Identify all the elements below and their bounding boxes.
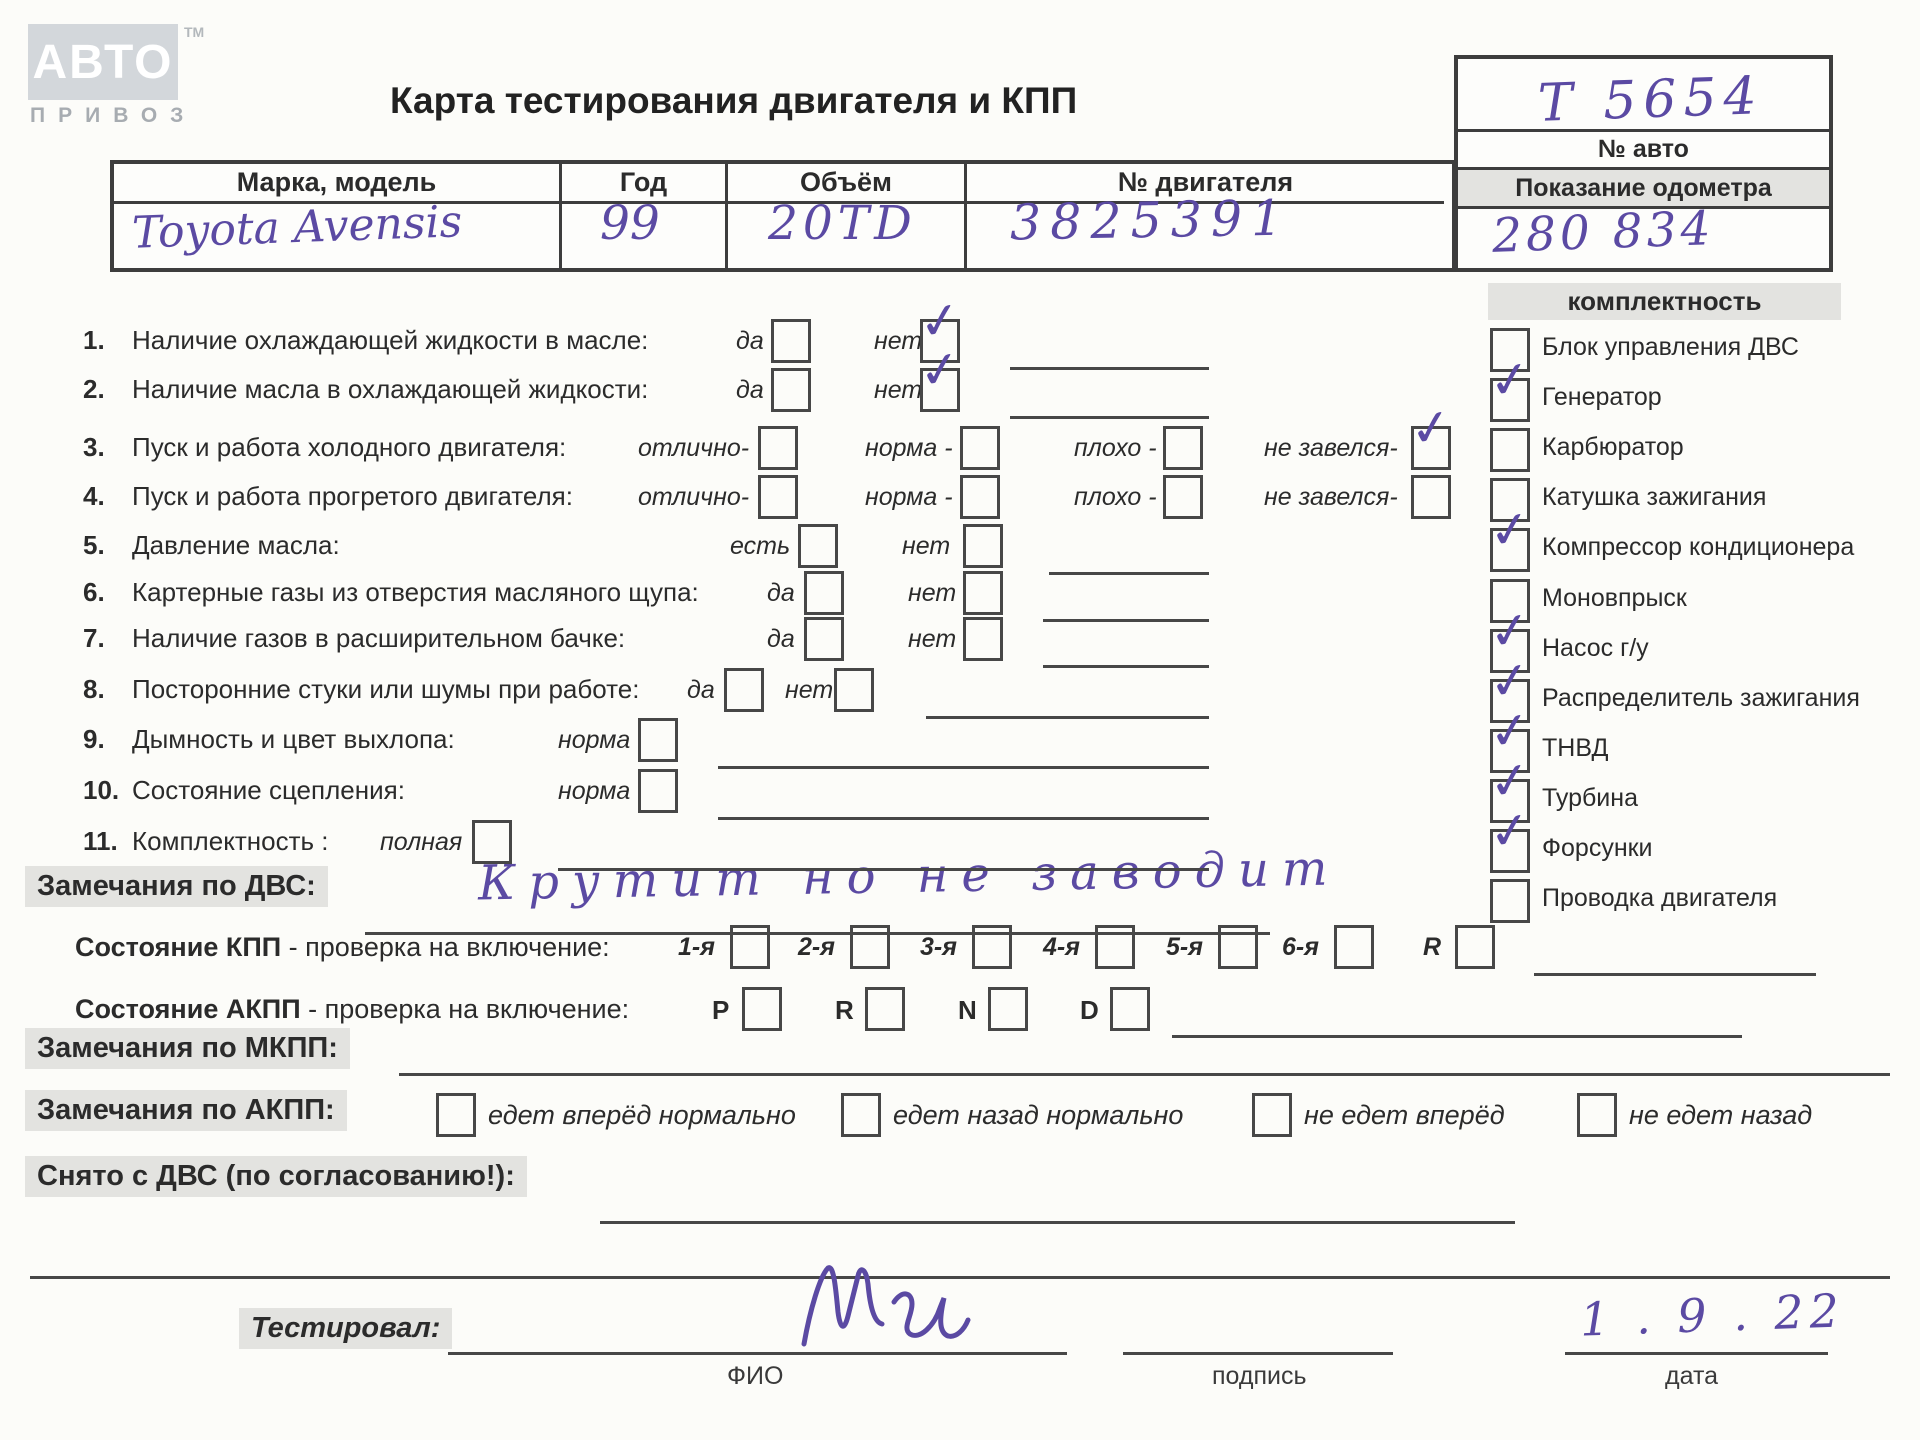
checklist-item-label: Комплектность : [132, 826, 329, 856]
kpp-gear-label: 2-я [798, 933, 835, 961]
checklist-write-in-line[interactable] [1049, 572, 1209, 575]
akpp-gear-checkbox[interactable] [865, 987, 905, 1031]
akpp-state-label-rest: - проверка на включение: [300, 994, 630, 1024]
akpp-remark-label: едет вперёд нормально [488, 1100, 796, 1130]
checklist-option-checkbox[interactable] [724, 668, 764, 712]
checklist-option-checkbox[interactable] [963, 617, 1003, 661]
checklist-option-label: нет [908, 625, 957, 653]
date-handwriting: 1 . 9 . 22 [1579, 1283, 1846, 1347]
checklist-option-checkbox[interactable] [638, 769, 678, 813]
akpp-gear-label: R [835, 995, 854, 1025]
completeness-item-label: Моновпрыск [1542, 584, 1687, 612]
checklist-option-label: плохо - [1074, 434, 1157, 462]
handwritten-check-mark: ✓ [1485, 749, 1535, 813]
checklist-option-label: отлично- [638, 483, 750, 511]
checklist-write-in-line[interactable] [718, 766, 1209, 769]
kpp-gear-label: 4-я [1043, 933, 1080, 961]
akpp-remark-checkbox[interactable] [841, 1093, 881, 1137]
akpp-remark-label: не едет назад [1629, 1100, 1813, 1130]
checklist-option-checkbox[interactable] [771, 319, 811, 363]
kpp-gear-label: 1-я [678, 933, 715, 961]
checklist-item-label: Наличие охлаждающей жидкости в масле: [132, 325, 649, 355]
checklist-write-in-line[interactable] [1043, 619, 1209, 622]
handwritten-check-mark: ✓ [1485, 348, 1535, 412]
auto-number-handwriting: Т 5654 [1537, 66, 1765, 134]
kpp-gear-checkbox[interactable] [1095, 925, 1135, 969]
akpp-gear-checkbox[interactable] [742, 987, 782, 1031]
completeness-checkbox[interactable] [1485, 799, 1535, 873]
akpp-remark-checkbox[interactable] [436, 1093, 476, 1137]
checklist-option-label: нет [874, 376, 923, 404]
checklist-option-checkbox[interactable] [472, 820, 512, 864]
akpp-line[interactable] [1172, 1035, 1742, 1038]
checklist-option-checkbox[interactable] [1411, 475, 1451, 519]
checklist-item-number: 2. [83, 374, 105, 404]
checklist-option-label: нет [874, 327, 923, 355]
trademark-symbol: TM [184, 24, 205, 40]
checklist-option-label: да [736, 376, 764, 404]
akpp-remark-checkbox[interactable] [1252, 1093, 1292, 1137]
checklist-item-number: 1. [83, 325, 105, 355]
odometer-handwriting: 280 834 [1491, 201, 1716, 264]
odometer-label: Показание одометра [1458, 170, 1829, 209]
checklist-option-checkbox[interactable] [771, 368, 811, 412]
kpp-state-label-rest: - проверка на включение: [281, 932, 610, 962]
akpp-remark-label: не едет вперёд [1304, 1100, 1505, 1130]
date-caption: дата [1665, 1362, 1719, 1390]
page-title: Карта тестирования двигателя и КПП [390, 80, 1078, 121]
completeness-item-label: Компрессор кондиционера [1542, 533, 1855, 561]
akpp-gear-label: P [712, 995, 730, 1025]
checklist-option-checkbox[interactable] [834, 668, 874, 712]
completeness-checkbox[interactable] [1485, 348, 1535, 422]
signature-caption: подпись [1212, 1362, 1307, 1390]
completeness-checkbox[interactable] [1490, 428, 1530, 472]
mkpp-remarks-line[interactable] [399, 1073, 1890, 1076]
kpp-gear-label: 5-я [1166, 933, 1203, 961]
kpp-gear-label: 3-я [920, 933, 957, 961]
kpp-gear-checkbox[interactable] [1218, 925, 1258, 969]
date-line[interactable] [1565, 1352, 1828, 1355]
handwritten-check-mark: ✓ [1485, 649, 1535, 713]
tester-signature-handwriting [790, 1258, 1020, 1358]
checklist-option-label: полная [380, 828, 463, 856]
checklist-item-label: Пуск и работа холодного двигателя: [132, 432, 567, 462]
akpp-state-label-bold: Состояние АКПП [75, 994, 301, 1024]
kpp-line[interactable] [1534, 973, 1816, 976]
checklist-option-label: нет [908, 579, 957, 607]
removed-dvs-label: Снято с ДВС (по согласованию!): [25, 1156, 527, 1197]
checklist-item-number: 5. [83, 530, 105, 560]
fio-caption: ФИО [727, 1362, 784, 1390]
checklist-option-checkbox[interactable] [960, 426, 1000, 470]
kpp-gear-checkbox[interactable] [972, 925, 1012, 969]
checklist-option-checkbox[interactable] [638, 718, 678, 762]
checklist-item-label: Наличие масла в охлаждающей жидкости: [132, 374, 649, 404]
completeness-item-label: Проводка двигателя [1542, 884, 1778, 912]
checklist-option-checkbox[interactable] [798, 524, 838, 568]
handwritten-check-mark: ✓ [1485, 699, 1535, 763]
akpp-gear-label: N [958, 995, 977, 1025]
completeness-item-label: Блок управления ДВС [1542, 333, 1799, 361]
checklist-write-in-line[interactable] [718, 817, 1209, 820]
tested-by-label: Тестировал: [239, 1308, 452, 1349]
volume-handwriting: 20TD [768, 196, 917, 251]
checklist-option-checkbox[interactable] [804, 617, 844, 661]
signature-line[interactable] [1123, 1352, 1393, 1355]
checklist-item-number: 10. [83, 775, 120, 805]
akpp-gear-checkbox[interactable] [1110, 987, 1150, 1031]
checklist-option-label: да [687, 676, 715, 704]
completeness-item-label: Карбюратор [1542, 433, 1684, 461]
checklist-option-label: нет [902, 532, 951, 560]
col-header-engine-number: № двигателя [967, 164, 1444, 204]
kpp-gear-checkbox[interactable] [1455, 925, 1495, 969]
kpp-gear-label: 6-я [1282, 933, 1319, 961]
kpp-gear-checkbox[interactable] [1334, 925, 1374, 969]
checklist-option-label: да [767, 579, 795, 607]
checklist-item-label: Картерные газы из отверстия масляного щупа: [132, 577, 699, 607]
completeness-checkbox[interactable] [1485, 498, 1535, 572]
checklist-option-label: да [767, 625, 795, 653]
checklist-item-number: 6. [83, 577, 105, 607]
checklist-item-number: 8. [83, 674, 105, 704]
akpp-gear-label: D [1080, 995, 1099, 1025]
kpp-gear-label: R [1423, 933, 1442, 961]
completeness-item-label: Форсунки [1542, 834, 1653, 862]
mkpp-remarks-label: Замечания по МКПП: [25, 1028, 350, 1069]
col-header-volume: Объём [728, 164, 967, 204]
handwritten-check-mark: ✓ [1406, 396, 1456, 460]
checklist-write-in-line[interactable] [1010, 416, 1209, 419]
checklist-option-label: не завелся- [1264, 434, 1398, 462]
kpp-state-label-bold: Состояние КПП [75, 932, 282, 962]
checklist-option-checkbox[interactable] [804, 571, 844, 615]
checklist-option-checkbox[interactable] [963, 524, 1003, 568]
checklist-write-in-line[interactable] [558, 868, 1209, 871]
checklist-item-label: Дымность и цвет выхлопа: [132, 724, 455, 754]
kpp-gear-checkbox[interactable] [730, 925, 770, 969]
checklist-option-label: плохо - [1074, 483, 1157, 511]
col-header-year: Год [562, 164, 728, 204]
avtoprivoz-logo [28, 24, 178, 100]
checklist-item-number: 4. [83, 481, 105, 511]
completeness-item-label: Турбина [1542, 784, 1638, 812]
checklist-item-label: Давление масла: [132, 530, 340, 560]
checklist-option-checkbox[interactable] [1163, 475, 1203, 519]
akpp-gear-checkbox[interactable] [988, 987, 1028, 1031]
checklist-write-in-line[interactable] [926, 716, 1209, 719]
akpp-remark-checkbox[interactable] [1577, 1093, 1617, 1137]
checklist-option-label: отлично- [638, 434, 750, 462]
checklist-option-checkbox[interactable] [915, 338, 965, 412]
checklist-option-label: нет [785, 676, 834, 704]
checklist-option-checkbox[interactable] [1163, 426, 1203, 470]
make-model-handwriting: Toyota Avensis [131, 196, 463, 259]
handwritten-check-mark: ✓ [1485, 599, 1535, 663]
akpp-state-label [75, 994, 629, 1025]
completeness-item-label: ТНВД [1542, 734, 1609, 762]
checklist-write-in-line[interactable] [1010, 367, 1209, 370]
checklist-option-label: норма - [865, 434, 953, 462]
checklist-item-number: 3. [83, 432, 105, 462]
checklist-option-checkbox[interactable] [1406, 396, 1456, 470]
checklist-item-number: 9. [83, 724, 105, 754]
handwritten-check-mark: ✓ [1485, 799, 1535, 863]
logo-brand-text: АВТО [32, 35, 174, 89]
engine-number-handwriting: 3825391 [1009, 189, 1292, 252]
checklist-option-checkbox[interactable] [758, 475, 798, 519]
checklist-item-label: Наличие газов в расширительном бачке: [132, 623, 626, 653]
handwritten-check-mark: ✓ [915, 289, 965, 353]
checklist-option-label: да [736, 327, 764, 355]
checklist-item-label: Состояние сцепления: [132, 775, 405, 805]
checklist-item-label: Пуск и работа прогретого двигателя: [132, 481, 573, 511]
completeness-item-label: Распределитель зажигания [1542, 684, 1860, 712]
logo-sub-text: ПРИВОЗ [30, 104, 197, 127]
checklist-option-label: есть [730, 532, 791, 560]
checklist-item-number: 7. [83, 623, 105, 653]
kpp-state-label [75, 932, 610, 963]
completeness-item-label: Катушка зажигания [1542, 483, 1767, 511]
dvs-remarks-label: Замечания по ДВС: [25, 866, 328, 907]
akpp-remarks-label: Замечания по АКПП: [25, 1090, 347, 1131]
removed-dvs-line[interactable] [600, 1221, 1515, 1224]
kpp-gear-checkbox[interactable] [850, 925, 890, 969]
checklist-item-label: Посторонние стуки или шумы при работе: [132, 674, 640, 704]
completeness-item-label: Генератор [1542, 383, 1662, 411]
akpp-remark-label: едет назад нормально [893, 1100, 1184, 1130]
checklist-option-label: норма - [865, 483, 953, 511]
checklist-option-checkbox[interactable] [960, 475, 1000, 519]
dvs-remarks-handwriting: Крутит но не заводит [477, 840, 1341, 912]
checklist-item-number: 11. [83, 826, 118, 856]
checklist-option-checkbox[interactable] [758, 426, 798, 470]
handwritten-check-mark: ✓ [915, 338, 965, 402]
completeness-header: комплектность [1488, 283, 1841, 320]
checklist-write-in-line[interactable] [1043, 665, 1209, 668]
checklist-option-label: не завелся- [1264, 483, 1398, 511]
auto-number-label: № авто [1458, 132, 1829, 170]
checklist-option-label: норма [558, 777, 631, 805]
year-handwriting: 99 [600, 196, 660, 251]
completeness-checkbox[interactable] [1490, 879, 1530, 923]
checklist-option-label: норма [558, 726, 631, 754]
handwritten-check-mark: ✓ [1485, 498, 1535, 562]
checklist-option-checkbox[interactable] [963, 571, 1003, 615]
completeness-item-label: Насос г/у [1542, 634, 1649, 662]
col-header-make-model: Марка, модель [114, 164, 562, 204]
